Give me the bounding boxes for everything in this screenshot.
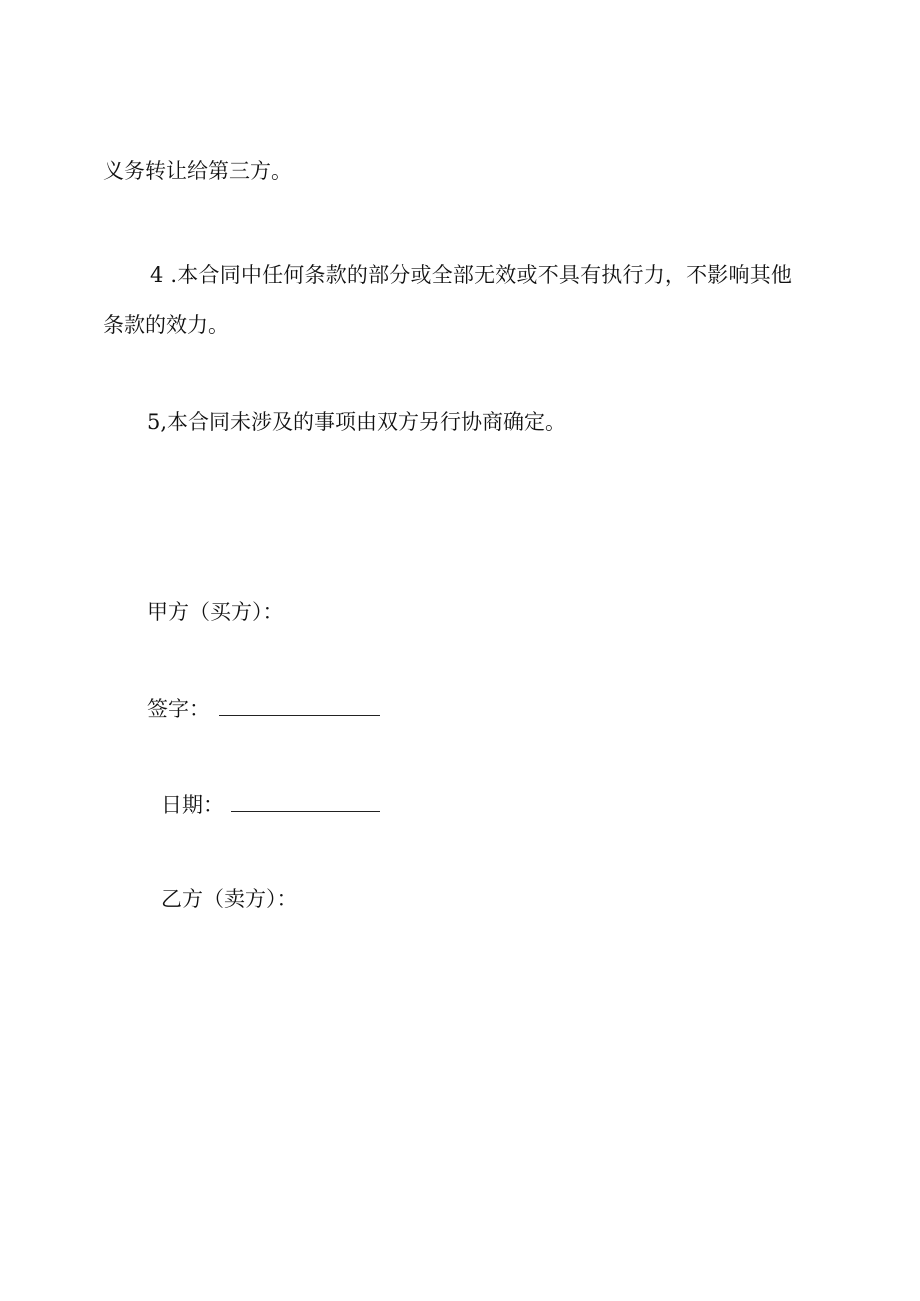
party-b-label: 乙方（卖方）： — [161, 887, 298, 911]
party-a-label: 甲方（买方）： — [147, 600, 284, 624]
clause5: 5,本合同未涉及的事项由双方另行协商确定。 — [147, 410, 567, 434]
date-label: 日期： — [161, 793, 224, 817]
sign-label: 签字： — [147, 697, 210, 721]
date-blank-line — [231, 811, 380, 812]
clause3-continuation: 义务转让给第三方。 — [103, 159, 292, 183]
signature-blank-line — [219, 715, 380, 716]
clause4-line2: 条款的效力。 — [103, 313, 229, 337]
clause4-line1: 4 .本合同中任何条款的部分或全部无效或不具有执行力，不影响其他 — [150, 263, 793, 287]
